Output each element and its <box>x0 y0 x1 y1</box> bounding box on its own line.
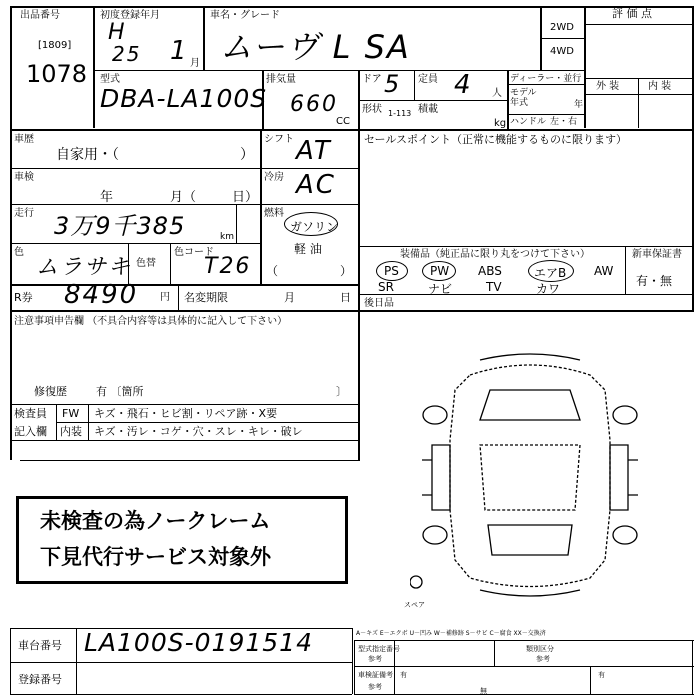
fuel-label: 燃料 <box>264 208 284 219</box>
divider <box>10 440 358 441</box>
divider <box>56 404 57 440</box>
fuel-gas: ガソリン <box>290 220 339 234</box>
handle-label: ハンドル <box>510 117 547 127</box>
divider <box>638 78 639 128</box>
sales-point-label: セールスポイント（正常に機能するものに限ります） <box>364 133 628 146</box>
load-unit: kg <box>494 118 507 129</box>
lot-number: 1078 <box>26 60 88 88</box>
repair-label: 修復歴 <box>34 385 67 398</box>
capacity-value: 4 <box>454 70 473 100</box>
equip-pw: PW <box>430 264 450 278</box>
chassis-label: 車台番号 <box>18 639 62 652</box>
aircon-value: AC <box>296 170 336 200</box>
drive-4wd: 4WD <box>550 46 574 57</box>
divider <box>93 6 95 128</box>
repair-value: 有 〔箇所 <box>96 385 144 398</box>
fuel-diesel: 軽 油 <box>294 242 322 256</box>
frame-top <box>10 6 694 8</box>
car-diagram <box>410 350 650 600</box>
divider <box>178 286 179 310</box>
notes-label: 注意事項申告欄 （不具合内容等は具体的に記入して下さい） <box>14 316 288 327</box>
divider <box>358 294 694 295</box>
inspection-month: 月（ <box>170 190 197 205</box>
divider <box>358 130 360 460</box>
load-label: 積載 <box>418 104 438 115</box>
grade-exterior: 外 装 <box>596 81 620 92</box>
divider <box>354 666 694 667</box>
shift-label: シフト <box>264 134 294 145</box>
model-value: DBA-LA100S <box>100 84 268 113</box>
recycle-label: R券 <box>14 291 33 304</box>
divider <box>354 640 355 694</box>
divider <box>93 70 584 71</box>
recycle-unit: 円 <box>160 292 170 303</box>
displacement-label: 排気量 <box>266 74 296 85</box>
chassis-value: LA100S-0191514 <box>84 628 313 657</box>
divider <box>354 640 694 641</box>
registration-label: 登録番号 <box>18 673 62 686</box>
history-label: 車歴 <box>14 134 34 145</box>
model-designation-ref: 参考 <box>368 655 382 663</box>
warranty-value: 有・無 <box>636 274 673 288</box>
capacity-label: 定員 <box>418 74 438 85</box>
inspector-fw-label: FW <box>62 407 80 420</box>
divider <box>494 640 495 666</box>
proof-r2: 無 <box>480 687 487 695</box>
equip-abs: ABS <box>478 264 502 278</box>
doors-label: ドア <box>362 74 382 85</box>
divider <box>358 310 694 312</box>
post-date-label: 後日品 <box>364 298 394 309</box>
divider <box>10 404 358 405</box>
inspection-day: 日） <box>232 190 259 205</box>
equip-ps: PS <box>384 264 399 278</box>
legend: A－キズ E－エクボ U－凹み W－補修跡 S－サビ C－腐食 XX－交換済 <box>356 630 546 637</box>
color-code-label: 色コード <box>174 247 214 258</box>
vehicle-note-label: 車検証備考 <box>358 671 393 679</box>
divider <box>590 666 591 694</box>
divider <box>358 246 694 247</box>
name-change-label: 名変期限 <box>184 291 228 304</box>
doors-value: 5 <box>384 70 402 98</box>
grade-label: 評 価 点 <box>612 7 652 20</box>
spare-label: スペア <box>404 601 425 609</box>
divider <box>236 204 237 244</box>
aircon-label: 冷房 <box>264 172 284 183</box>
divider <box>358 100 507 101</box>
car-name-label: 車名・グレード <box>210 10 280 21</box>
divider <box>542 38 584 39</box>
mileage-value: 3万9千385 <box>54 212 186 240</box>
divider <box>170 244 171 284</box>
equip-tv: TV <box>486 280 502 294</box>
model-designation-label: 型式指定番号 <box>358 645 400 653</box>
divider <box>203 6 205 70</box>
fuel-paren-open: （ <box>266 264 279 278</box>
divider <box>10 662 352 663</box>
inspector-fw-items: キズ・飛石・ヒビ割・リペア跡・X要 <box>94 407 278 420</box>
repair-close: 〕 <box>336 385 347 398</box>
history-value: 自家用・（ <box>56 147 119 163</box>
divider <box>584 24 692 25</box>
first-reg-month-unit: 月 <box>190 58 200 69</box>
first-reg-year: 25 <box>112 42 142 66</box>
divider <box>354 694 694 695</box>
vehicle-note-ref: 参考 <box>368 683 382 691</box>
divider <box>20 460 360 461</box>
color-code-value: T26 <box>204 254 252 279</box>
divider <box>692 640 693 694</box>
divider <box>507 114 584 115</box>
warning-line-1: 未検査の為ノークレーム <box>40 509 271 533</box>
divider <box>76 628 77 694</box>
divider <box>10 310 358 312</box>
equip-airbag: エアB <box>534 266 567 280</box>
equip-pw-circle <box>422 261 456 281</box>
mileage-label: 走行 <box>14 208 34 219</box>
name-change-day: 日 <box>340 291 351 304</box>
model-label: 型式 <box>100 74 120 85</box>
color-label: 色 <box>14 247 24 258</box>
inspector-label-2: 記入欄 <box>14 425 47 438</box>
proof-r1: 有 <box>400 671 407 679</box>
shape-label: 形状 <box>362 104 382 115</box>
equip-navi: ナビ <box>428 282 453 296</box>
divider <box>10 168 358 169</box>
inspector-in-label: 内装 <box>60 425 82 438</box>
divider <box>352 628 353 694</box>
model-year-unit: 年 <box>574 100 584 110</box>
divider <box>88 404 89 440</box>
divider <box>10 243 260 244</box>
divider <box>507 70 509 130</box>
lot-label: 出品番号 <box>20 10 60 21</box>
divider <box>625 246 626 294</box>
drive-2wd: 2WD <box>550 22 574 33</box>
recycle-value: 8490 <box>64 280 139 310</box>
dealer-label: ディーラー・並行 <box>510 74 582 84</box>
warranty-label: 新車保証書 <box>632 249 682 260</box>
divider <box>56 422 358 423</box>
category-label: 類別区分 <box>526 645 554 653</box>
name-change-month: 月 <box>284 291 295 304</box>
warning-line-2: 下見代行サービス対象外 <box>40 545 271 569</box>
inspection-year: 年 <box>100 190 114 205</box>
divider <box>260 130 262 286</box>
displacement-value: 660 <box>290 92 338 117</box>
equipment-label: 装備品（純正品に限り丸をつけて下さい） <box>400 249 590 260</box>
handle-value: 左・右 <box>550 117 578 127</box>
frame-left <box>10 6 12 460</box>
capacity-unit: 人 <box>492 88 502 99</box>
first-reg-label: 初度登録年月 <box>100 10 160 21</box>
proof-r3: 有 <box>598 671 605 679</box>
fuel-paren-close: ） <box>340 264 353 278</box>
history-close: ） <box>240 147 254 163</box>
lot-code: [1809] <box>38 40 72 51</box>
divider <box>10 284 358 286</box>
equip-ps-circle <box>376 261 408 281</box>
equip-sr: SR <box>378 280 394 294</box>
displacement-unit: CC <box>336 116 350 127</box>
first-reg-month: 1 <box>170 36 189 66</box>
equip-leather: カワ <box>536 282 561 296</box>
equip-airbag-circle <box>528 260 574 282</box>
mileage-unit: km <box>220 232 234 242</box>
divider <box>414 70 415 100</box>
category-ref: 参考 <box>536 655 550 663</box>
model-year-label: モデル年式 <box>510 88 537 108</box>
divider <box>10 628 11 694</box>
color-base-label: 色替 <box>136 258 156 269</box>
inspector-label-1: 検査員 <box>14 407 47 420</box>
equip-aw: AW <box>594 264 614 278</box>
shift-value: AT <box>296 136 332 166</box>
color-value: ムラサキ <box>36 255 133 280</box>
grade-interior: 内 装 <box>648 81 672 92</box>
shape-note: 1-113 <box>388 109 412 118</box>
divider <box>10 694 352 695</box>
inspector-in-items: キズ・汚レ・コゲ・穴・スレ・キレ・破レ <box>94 425 303 438</box>
frame-right <box>692 6 694 310</box>
car-name-value: ムーヴ L SA <box>220 28 411 66</box>
inspection-label: 車検 <box>14 172 34 183</box>
first-reg-era: H <box>108 20 127 45</box>
divider <box>10 129 694 131</box>
